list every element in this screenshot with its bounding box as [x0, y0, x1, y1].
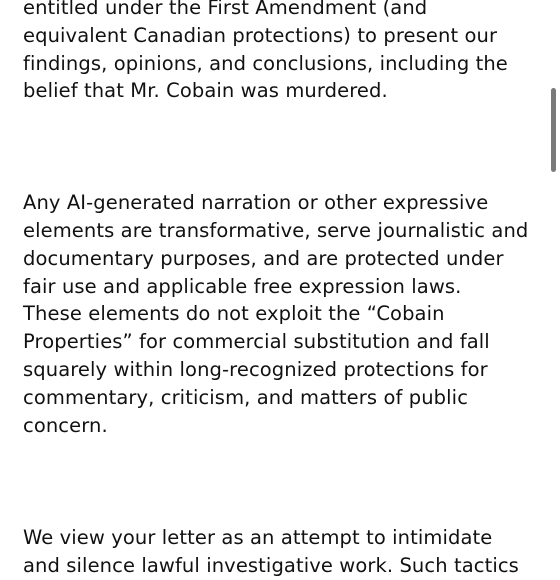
text-line: We view your letter as an attempt to intimidate — [23, 526, 493, 550]
text-line: Properties” for commercial substitution and fall — [23, 330, 490, 354]
text-line: elements are transformative, serve journalistic and — [23, 218, 529, 242]
text-line: equivalent Canadian protections) to present our — [23, 23, 498, 47]
document-body — [23, 0, 545, 580]
text-line: Any AI-generated narration or other expressive — [23, 191, 489, 215]
text-line: entitled under the First Amendment (and — [23, 0, 428, 19]
text-line: documentary purposes, and are protected under — [23, 246, 504, 270]
text-line: and silence lawful investigative work. Such tactics — [23, 554, 519, 578]
paragraph-first-amendment — [23, 0, 545, 105]
text-line: findings, opinions, and conclusions, including the — [23, 51, 508, 75]
text-line: commentary, criticism, and matters of public — [23, 385, 469, 409]
paragraph-intimidation — [23, 524, 545, 580]
text-line: concern. — [23, 413, 108, 437]
text-line: belief that Mr. Cobain was murdered. — [23, 79, 388, 103]
paragraph-spacer — [23, 105, 545, 189]
text-line: These elements do not exploit the “Cobain — [23, 302, 445, 326]
text-line: squarely within long-recognized protections for — [23, 357, 488, 381]
paragraph-ai-narration — [23, 189, 545, 439]
paragraph-spacer — [23, 439, 545, 524]
text-line: fair use and applicable free expression laws. — [23, 274, 462, 298]
vertical-scrollbar[interactable] — [551, 88, 556, 172]
